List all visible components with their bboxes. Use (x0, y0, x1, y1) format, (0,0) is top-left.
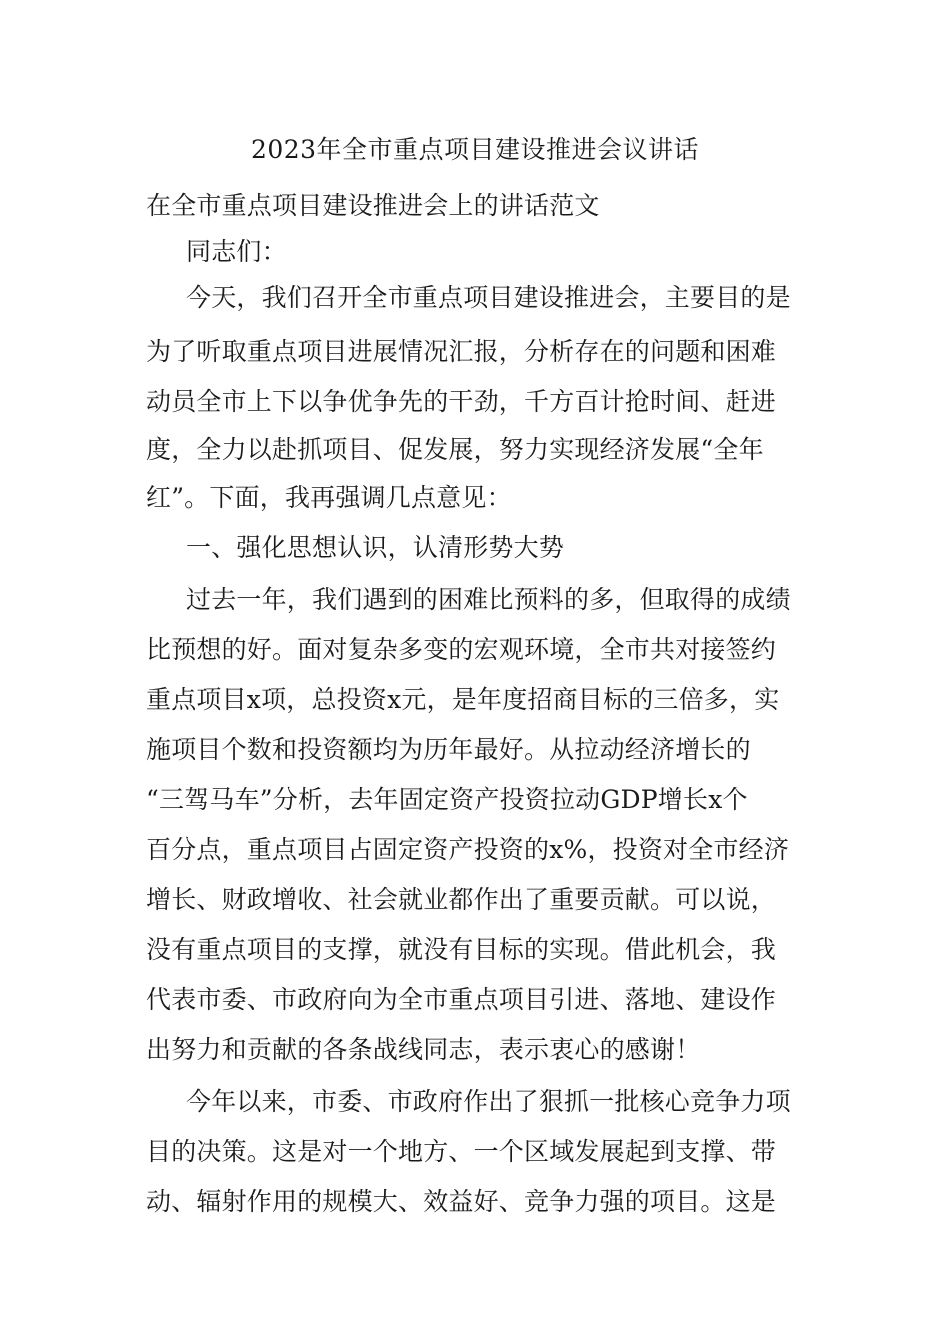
paragraph-line: 今天，我们召开全市重点项目建设推进会，主要目的是 (186, 283, 791, 312)
paragraph-line: 没有重点项目的支撑，就没有目标的实现。借此机会，我 (146, 935, 777, 964)
paragraph-line: 目的决策。这是对一个地方、一个区域发展起到支撑、带 (146, 1137, 777, 1166)
paragraph-line: 过去一年，我们遇到的困难比预料的多，但取得的成绩 (186, 585, 791, 614)
paragraph-line: “三驾马车”分析，去年固定资产投资拉动GDP增长x个 (146, 785, 748, 814)
paragraph-line: 百分点，重点项目占固定资产投资的x%，投资对全市经济 (146, 835, 790, 864)
paragraph-line: 今年以来，市委、市政府作出了狠抓一批核心竞争力项 (186, 1087, 791, 1116)
document-title: 2023年全市重点项目建设推进会议讲话 (250, 135, 700, 164)
paragraph-line: 比预想的好。面对复杂多变的宏观环境，全市共对接签约 (146, 635, 777, 664)
paragraph-line: 施项目个数和投资额均为历年最好。从拉动经济增长的 (146, 735, 751, 764)
paragraph-line: 出努力和贡献的各条战线同志，表示衷心的感谢！ (146, 1035, 701, 1064)
paragraph-line: 增长、财政增收、社会就业都作出了重要贡献。可以说， (146, 885, 777, 914)
paragraph-line: 红”。下面，我再强调几点意见： (146, 483, 512, 512)
paragraph-line: 动、辐射作用的规模大、效益好、竞争力强的项目。这是 (146, 1187, 777, 1216)
greeting-line: 同志们： (186, 237, 287, 266)
paragraph-line: 代表市委、市政府向为全市重点项目引进、落地、建设作 (146, 985, 777, 1014)
document-subtitle: 在全市重点项目建设推进会上的讲话范文 (146, 191, 600, 220)
paragraph-line: 为了听取重点项目进展情况汇报，分析存在的问题和困难 (146, 337, 777, 366)
paragraph-line: 动员全市上下以争优争先的干劲，千方百计抢时间、赶进 (146, 387, 777, 416)
paragraph-line: 度，全力以赴抓项目、促发展，努力实现经济发展“全年 (146, 435, 764, 464)
section-heading: 一、强化思想认识，认清形势大势 (186, 533, 565, 562)
paragraph-line: 重点项目x项，总投资x元，是年度招商目标的三倍多，实 (146, 685, 780, 714)
